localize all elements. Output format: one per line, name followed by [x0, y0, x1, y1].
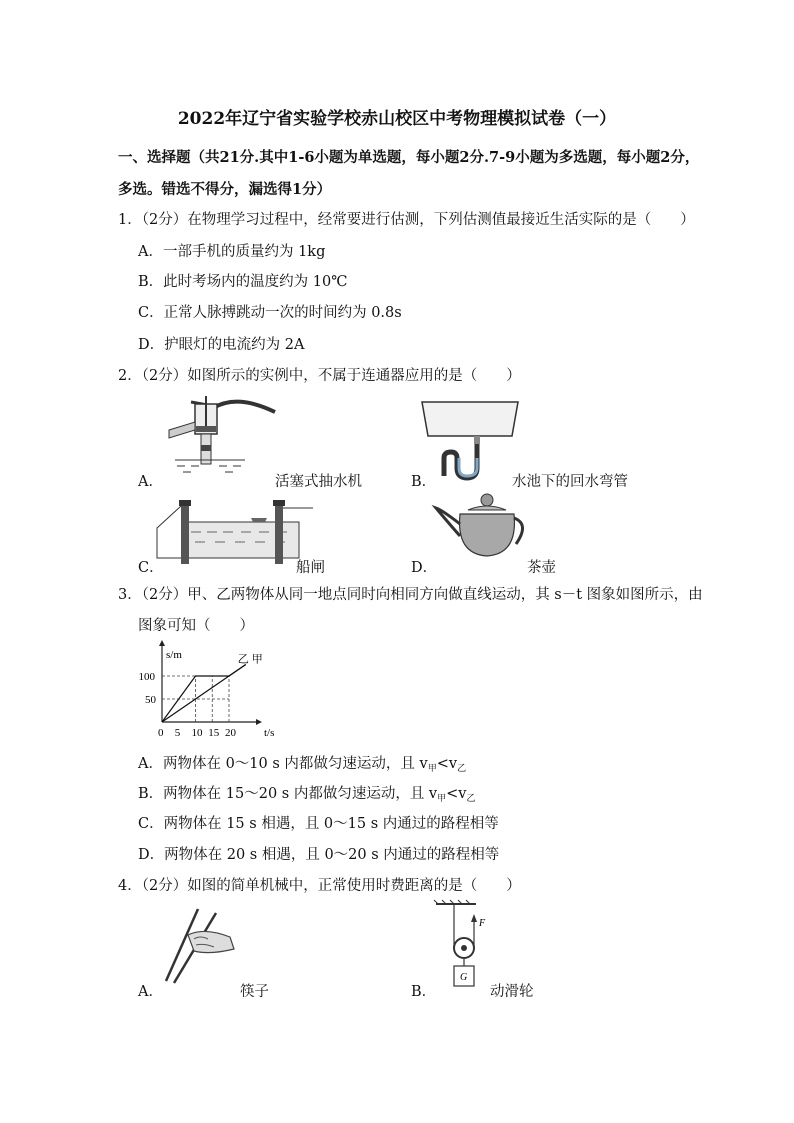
series-label: 甲: [251, 653, 263, 666]
force-label: F: [479, 918, 486, 929]
x-tick-label: 10: [191, 727, 203, 739]
section-heading-line1: 一、选择题（共21分.其中1-6小题为单选题，每小题2分.7-9小题为多选题，每小题2分，: [118, 149, 700, 166]
q1-option-a: A．一部手机的质量约为 1kg: [138, 244, 326, 260]
teapot-figure: [432, 490, 532, 562]
q3-option-c: C．两物体在 15 s 相遇，且 0～15 s 内通过的路程相等: [138, 816, 499, 832]
q3-option-a: A．两物体在 0～10 s 内都做匀速运动，且 $v_甲<v_乙$: [138, 756, 467, 774]
y-tick-label: 50: [145, 694, 156, 706]
y-axis-arrow: [159, 640, 165, 646]
q2-option-c-letter: C．: [138, 560, 164, 576]
piston-pump-figure: [155, 390, 280, 480]
q2-option-a-letter: A．: [138, 474, 163, 490]
section-heading-line2: 多选。错选不得分，漏选得1分）: [118, 181, 332, 198]
q3-option-d: D．两物体在 20 s 相遇，且 0～20 s 内通过的路程相等: [138, 847, 500, 863]
q1-stem: 1．（2分）在物理学习过程中，经常要进行估测，下列估测值最接近生活实际的是（ ）: [118, 212, 695, 228]
ship-lock-figure: [155, 498, 315, 568]
page-title: 2022年辽宁省实验学校赤山校区中考物理模拟试卷（一）: [177, 109, 617, 129]
y-tick-label: 100: [138, 671, 155, 683]
st-graph: [130, 636, 280, 744]
q4-stem: 4．（2分）如图的简单机械中，正常使用时费距离的是（ ）: [118, 878, 521, 894]
q4-option-b-caption: 动滑轮: [490, 984, 534, 1000]
q4-option-a-caption: 筷子: [240, 984, 269, 1000]
weight-label: G: [460, 972, 468, 983]
x-tick-label: 0: [158, 727, 164, 739]
x-axis-label: t/s: [264, 727, 275, 739]
series-label: 乙: [237, 653, 249, 666]
q4-option-b-letter: B．: [411, 984, 437, 1000]
q3-stem-line2: 图象可知（ ）: [138, 618, 254, 634]
q3-stem-line1: 3．（2分）甲、乙两物体从同一地点同时向相同方向做直线运动，其 s－t 图象如图所示，由: [118, 587, 703, 603]
q2-option-a-caption: 活塞式抽水机: [275, 474, 362, 490]
q2-stem: 2．（2分）如图所示的实例中，不属于连通器应用的是（ ）: [118, 368, 521, 384]
x-tick-label: 20: [225, 727, 236, 739]
q2-option-c-caption: 船闸: [296, 560, 325, 576]
q3-option-b: B．两物体在 15～20 s 内都做匀速运动，且 $v_甲<v_乙$: [138, 786, 476, 804]
y-axis-label: s/m: [166, 649, 182, 661]
q1-option-c: C．正常人脉搏跳动一次的时间约为 0.8s: [138, 305, 402, 321]
x-tick-label: 5: [174, 727, 181, 739]
q2-option-b-letter: B．: [411, 474, 437, 490]
q2-option-d-letter: D．: [411, 560, 438, 576]
q1-option-d: D．护眼灯的电流约为 2A: [138, 337, 305, 353]
q2-option-d-caption: 茶壶: [527, 560, 556, 576]
movable-pulley-figure: [432, 900, 492, 992]
sink-trap-figure: [420, 400, 520, 480]
chopsticks-figure: [160, 905, 240, 985]
q2-option-b-caption: 水池下的回水弯管: [512, 474, 628, 490]
x-tick-label: 15: [208, 727, 220, 739]
q1-option-b: B．此时考场内的温度约为 10℃: [138, 274, 348, 290]
x-axis-arrow: [256, 719, 262, 725]
q4-option-a-letter: A．: [138, 984, 163, 1000]
